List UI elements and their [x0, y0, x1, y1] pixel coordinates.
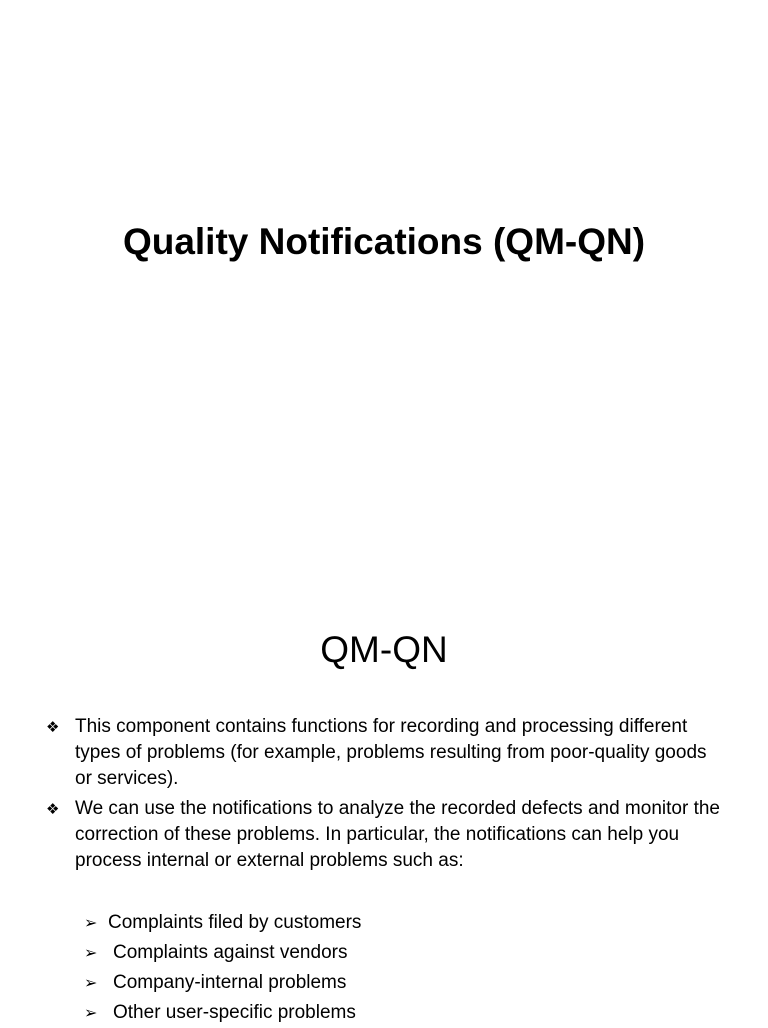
arrowhead-bullet-icon: ➢ — [84, 973, 98, 992]
bullet-list — [46, 714, 726, 878]
bullet-item — [46, 714, 726, 792]
sub-bullet-item — [84, 938, 724, 968]
slide-content — [0, 576, 768, 1024]
slide-content-heading: QM-QN — [320, 629, 448, 670]
sub-bullet-text: Company-internal problems — [113, 972, 347, 993]
sub-bullet-item — [84, 908, 724, 938]
sub-bullet-text: Complaints filed by customers — [108, 912, 362, 933]
diamond-bullet-icon: ❖ — [46, 718, 60, 736]
sub-bullet-list — [84, 908, 724, 1028]
bullet-text: We can use the notifications to analyze the recorded defects and monitor the correction of these problems. In particular, the notifications can help you process internal or external problems such as: — [75, 798, 720, 871]
arrowhead-bullet-icon: ➢ — [84, 943, 98, 962]
arrowhead-bullet-icon: ➢ — [84, 913, 98, 932]
bullet-text: This component contains functions for recording and processing different types of problems (for example, problems resulting from poor-quality goods or services). — [75, 716, 707, 789]
diamond-bullet-icon: ❖ — [46, 800, 60, 818]
sub-bullet-text: Other user-specific problems — [113, 1002, 356, 1023]
sub-bullet-text: Complaints against vendors — [113, 942, 348, 963]
sub-bullet-item — [84, 968, 724, 998]
slide-title-heading: Quality Notifications (QM-QN) — [122, 221, 646, 262]
bullet-item — [46, 796, 726, 874]
arrowhead-bullet-icon: ➢ — [84, 1003, 98, 1022]
